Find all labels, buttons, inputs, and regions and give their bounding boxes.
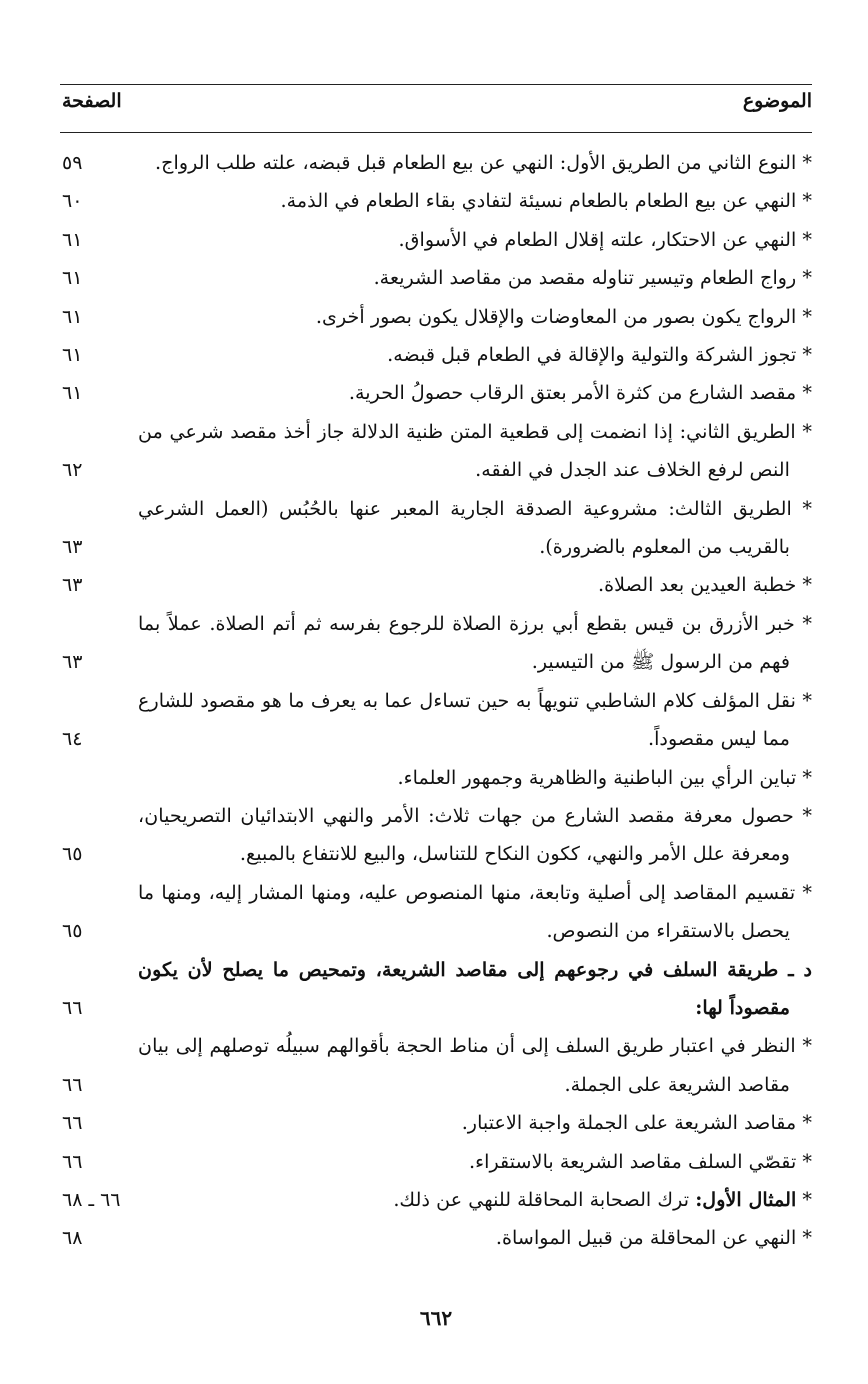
index-entry <box>60 182 812 220</box>
entry-page-number: ٦٦ <box>62 1073 83 1096</box>
entry-text: * مقاصد الشريعة على الجملة واجبة الاعتبار. <box>461 1111 812 1135</box>
entry-text: * تقصّي السلف مقاصد الشريعة بالاستقراء. <box>469 1149 812 1173</box>
entry-page-number: ٦٥ <box>62 920 83 943</box>
index-entry <box>60 682 812 759</box>
entry-text: * خطبة العيدين بعد الصلاة. <box>598 573 812 597</box>
header-bottom-rule <box>60 132 812 133</box>
index-entry <box>60 144 812 182</box>
entry-page-number: ٦٣ <box>62 651 83 674</box>
entry-text: * نقل المؤلف كلام الشاطبي تنويهاً به حين تساءل عما به يعرف ما هو مقصود للشارع مما ليس مقصوداً. <box>138 688 812 751</box>
entry-text: * تقسيم المقاصد إلى أصلية وتابعة، منها المنصوص عليه، ومنها المشار إليه، ومنها ما يحصل بالاستقراء من النصوص. <box>138 880 812 943</box>
entry-text: * مقصد الشارع من كثرة الأمر بعتق الرقاب حصولُ الحرية. <box>348 381 812 405</box>
entry-page-number: ٦٦ <box>62 1150 83 1173</box>
entry-text: * تباين الرأي بين الباطنية والظاهرية وجمهور العلماء. <box>397 765 812 789</box>
index-entry <box>60 874 812 951</box>
entry-text: * النهي عن بيع الطعام بالطعام نسيئة لتفادي بقاء الطعام في الذمة. <box>280 189 812 213</box>
index-entry <box>60 1181 812 1219</box>
entry-page-number: ٦٠ <box>62 190 83 213</box>
index-entry <box>60 298 812 336</box>
entry-text: * النهي عن المحاقلة من قبيل المواساة. <box>495 1226 812 1250</box>
index-entry <box>60 259 812 297</box>
index-entry <box>60 374 812 412</box>
entry-page-number: ٥٩ <box>62 152 83 175</box>
entry-text: * رواج الطعام وتيسير تناوله مقصد من مقاصد الشريعة. <box>373 266 812 290</box>
entry-page-number: ٦٦ <box>62 1112 83 1135</box>
index-entry <box>60 797 812 874</box>
entry-text: * النوع الثاني من الطريق الأول: النهي عن بيع الطعام قبل قبضه، علته طلب الرواج. <box>155 151 812 174</box>
entry-text-rest: ترك الصحابة المحاقلة للنهي عن ذلك. <box>393 1187 696 1211</box>
index-entry <box>60 1104 812 1142</box>
header-top-rule <box>60 84 812 85</box>
entry-page-number: ٦٣ <box>62 574 83 597</box>
entry-text: * تجوز الشركة والتولية والإقالة في الطعام قبل قبضه. <box>387 343 812 367</box>
index-entry <box>60 1219 812 1257</box>
index-entry <box>60 605 812 682</box>
index-entry <box>60 566 812 604</box>
entry-page-number: ٦٨ <box>62 1227 83 1250</box>
entry-page-range: ٦٦ ـ ٦٨ <box>62 1188 121 1211</box>
entry-page-number: ٦٢ <box>62 459 83 482</box>
index-page <box>60 0 812 1384</box>
index-entry <box>60 336 812 374</box>
index-entry <box>60 759 812 797</box>
index-entries <box>60 144 812 1258</box>
index-entry <box>60 221 812 259</box>
entry-text: * الطريق الثالث: مشروعية الصدقة الجارية المعبر عنها بالحُبُس (العمل الشرعي بالقريب من المعلوم بالضرورة). <box>138 496 812 559</box>
entry-bullet: * <box>796 1187 812 1211</box>
topic-column-label: الموضوع <box>742 90 812 112</box>
index-entry <box>60 1027 812 1104</box>
page-column-label: الصفحة <box>62 90 122 112</box>
entry-page-number: ٦٣ <box>62 536 83 559</box>
entry-page-number: ٦٤ <box>62 728 83 751</box>
example-label: المثال الأول: <box>695 1187 797 1211</box>
index-entry <box>60 413 812 490</box>
entry-text: * النظر في اعتبار طريق السلف إلى أن مناط الحجة بأقوالهم سبيلُه توصلهم إلى بيان مقاصد الشريعة على الجملة. <box>138 1034 812 1096</box>
entry-page-number: ٦٦ <box>62 996 83 1019</box>
entry-page-number: ٦١ <box>62 267 83 290</box>
entry-text: * النهي عن الاحتكار، علته إقلال الطعام في الأسواق. <box>398 227 812 251</box>
entry-page-number: ٦٥ <box>62 843 83 866</box>
entry-text: * الطريق الثاني: إذا انضمت إلى قطعية المتن ظنية الدلالة جاز أخذ مقصد شرعي من النص لرفع الخلاف عند الجدل في الفقه. <box>138 419 812 482</box>
folio-page-number: ٦٦٢ <box>419 1306 453 1330</box>
entry-text: * الرواج يكون بصور من المعاوضات والإقلال يكون بصور أخرى. <box>315 304 812 328</box>
entry-text <box>138 1181 812 1219</box>
entry-page-number: ٦١ <box>62 382 83 405</box>
entry-text: * حصول معرفة مقصد الشارع من جهات ثلاث: الأمر والنهي الابتدائيان التصريحيان، ومعرفة علل الأمر والنهي، ككون النكاح للتناسل، والبيع للانتفاع بالمبيع. <box>138 803 812 866</box>
entry-page-number: ٦١ <box>62 228 83 251</box>
entry-text: * خبر الأزرق بن قيس بقطع أبي برزة الصلاة للرجوع بفرسه ثم أتم الصلاة. عملاً بما فهم من الرسول ﷺ من التيسير. <box>138 611 812 674</box>
section-heading: د ـ طريقة السلف في رجوعهم إلى مقاصد الشريعة، وتمحيص ما يصلح لأن يكون مقصوداً لها: <box>138 957 812 1019</box>
index-entry <box>60 951 812 1028</box>
index-entry <box>60 1143 812 1181</box>
entry-page-number: ٦١ <box>62 305 83 328</box>
index-entry <box>60 490 812 567</box>
entry-page-number: ٦١ <box>62 344 83 367</box>
